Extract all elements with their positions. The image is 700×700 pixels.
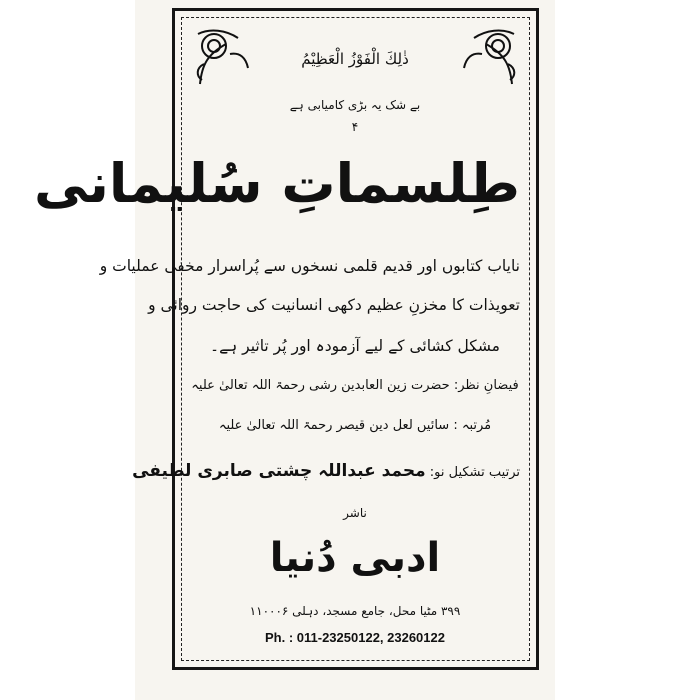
- publisher-address: ۳۹۹ مٹیا محل، جامع مسجد، دہلی ۱۱۰۰۰۶: [249, 604, 461, 618]
- star-ornament: ۴: [351, 120, 359, 134]
- tarteeb-label: ترتیب تشکیل نو:: [429, 465, 520, 480]
- tarteeb-value: محمد عبداللہ چشتی صابری لطیفی: [132, 461, 426, 481]
- publisher-name: ادبی دُنیا: [269, 535, 441, 581]
- publisher-phone: Ph. : 011-23250122, 23260122: [265, 630, 445, 645]
- murattiba-credit: [190, 418, 520, 433]
- quranic-verse: ذٰلِكَ الْفَوْزُ الْعَظِيْمُ: [301, 50, 409, 68]
- publisher-label: ناشر: [343, 506, 367, 520]
- description-line: مشکل کشائی کے لیے آزمودہ اور پُر تاثیر ہے۔: [209, 337, 500, 355]
- faizan-value: حضرت زین العابدین رشی رحمۃ اللہ تعالیٰ علیہ: [191, 378, 450, 393]
- murattiba-value: سائیں لعل دین قیصر رحمۃ اللہ تعالیٰ علیہ: [218, 418, 450, 433]
- faizan-credit: [190, 378, 520, 393]
- book-title: طِلسماتِ سُلیمانی: [34, 152, 520, 215]
- description-line: نایاب کتابوں اور قدیم قلمی نسخوں سے پُراسرار مخفی عملیات و: [99, 257, 520, 275]
- tarteeb-credit: [132, 460, 520, 481]
- faizan-label: فیضانِ نظر:: [453, 378, 519, 393]
- description-line: تعویذات کا مخزنِ عظیم دکھی انسانیت کی حاجت روائی و: [148, 296, 520, 314]
- verse-translation: بے شک یہ بڑی کامیابی ہے: [289, 98, 421, 112]
- murattiba-label: مُرتبہ :: [453, 418, 492, 433]
